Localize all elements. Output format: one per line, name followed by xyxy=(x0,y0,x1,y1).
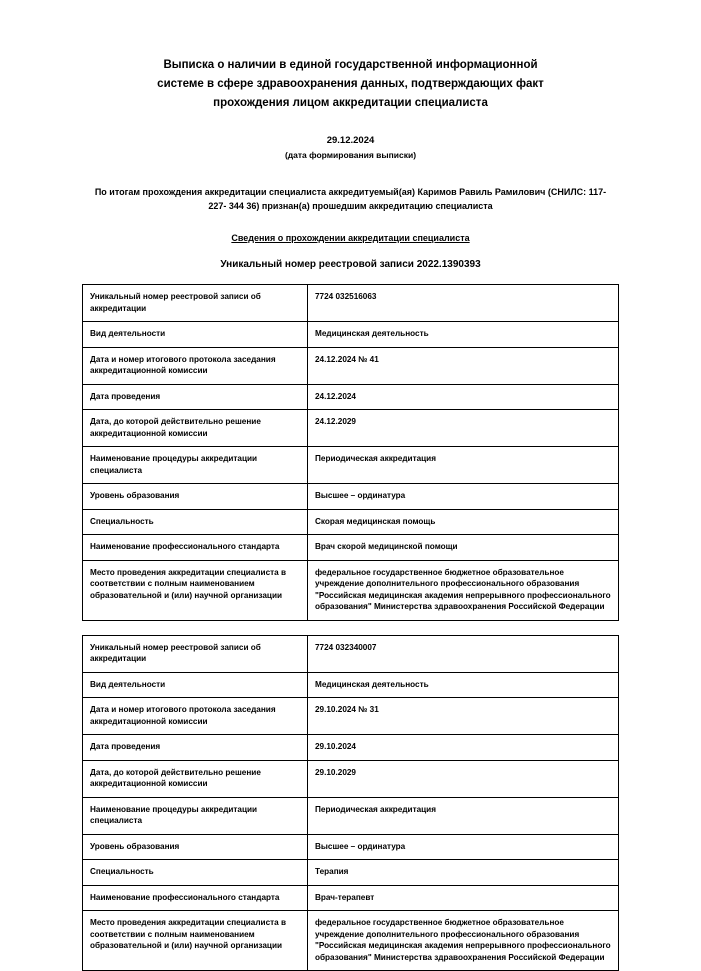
accreditation-record-table-2 xyxy=(82,635,619,971)
table-row xyxy=(83,322,619,348)
document-title-line-1: Выписка о наличии в единой государственной информационной xyxy=(131,56,571,75)
table-row xyxy=(83,834,619,860)
table-row xyxy=(83,384,619,410)
value-valid-until: 24.12.2029 xyxy=(308,410,619,447)
document-title xyxy=(131,56,571,113)
value-unique-number: 7724 032516063 xyxy=(308,285,619,322)
label-valid-until: Дата, до которой действительно решение аккредитационной комиссии xyxy=(83,760,308,797)
label-prof-standard: Наименование профессионального стандарта xyxy=(83,535,308,561)
value-education-level: Высшее – ординатура xyxy=(308,834,619,860)
label-place: Место проведения аккредитации специалиста в соответствии с полным наименованием образовательной и (или) научной организации xyxy=(83,911,308,971)
table-row xyxy=(83,735,619,761)
value-place: федеральное государственное бюджетное образовательное учреждение дополнительного профессионального образования "Российская медицинская академия непрерывного профессионального образования" Министерства здравоохранения Российской Федерации xyxy=(308,911,619,971)
value-specialty: Терапия xyxy=(308,860,619,886)
table-row xyxy=(83,285,619,322)
value-protocol: 24.12.2024 № 41 xyxy=(308,347,619,384)
label-education-level: Уровень образования xyxy=(83,834,308,860)
table-row xyxy=(83,560,619,620)
table-row xyxy=(83,698,619,735)
section-heading: Сведения о прохождении аккредитации специалиста xyxy=(82,233,619,243)
label-valid-until: Дата, до которой действительно решение аккредитационной комиссии xyxy=(83,410,308,447)
formation-date-block xyxy=(82,133,619,163)
value-specialty: Скорая медицинская помощь xyxy=(308,509,619,535)
table-row xyxy=(83,797,619,834)
value-education-level: Высшее – ординатура xyxy=(308,484,619,510)
intro-line-1: По итогам прохождения аккредитации специалиста аккредитуемый(ая) Каримов Равиль Рамилович (СНИЛС: 117-227- xyxy=(95,187,606,211)
formation-date-caption: (дата формирования выписки) xyxy=(82,148,619,163)
value-valid-until: 29.10.2029 xyxy=(308,760,619,797)
label-date-held: Дата проведения xyxy=(83,735,308,761)
accreditation-record-table-1 xyxy=(82,284,619,621)
table-row xyxy=(83,484,619,510)
table-row xyxy=(83,347,619,384)
value-activity-type: Медицинская деятельность xyxy=(308,672,619,698)
value-activity-type: Медицинская деятельность xyxy=(308,322,619,348)
label-activity-type: Вид деятельности xyxy=(83,672,308,698)
value-place: федеральное государственное бюджетное образовательное учреждение дополнительного профессионального образования "Российская медицинская академия непрерывного профессионального образования" Министерства здравоохранения Российской Федерации xyxy=(308,560,619,620)
value-procedure-name: Периодическая аккредитация xyxy=(308,447,619,484)
value-prof-standard: Врач скорой медицинской помощи xyxy=(308,535,619,561)
registry-record-number: Уникальный номер реестровой записи 2022.1390393 xyxy=(82,259,619,270)
value-date-held: 24.12.2024 xyxy=(308,384,619,410)
document-title-line-3: прохождения лицом аккредитации специалиста xyxy=(131,94,571,113)
intro-paragraph xyxy=(82,185,619,213)
document-title-line-2: системе в сфере здравоохранения данных, подтверждающих факт xyxy=(131,75,571,94)
table-row xyxy=(83,509,619,535)
intro-line-2: 344 36) признан(а) прошедшим аккредитацию специалиста xyxy=(229,201,493,211)
label-date-held: Дата проведения xyxy=(83,384,308,410)
value-procedure-name: Периодическая аккредитация xyxy=(308,797,619,834)
label-procedure-name: Наименование процедуры аккредитации специалиста xyxy=(83,447,308,484)
label-protocol: Дата и номер итогового протокола заседания аккредитационной комиссии xyxy=(83,698,308,735)
label-activity-type: Вид деятельности xyxy=(83,322,308,348)
label-unique-number: Уникальный номер реестровой записи об аккредитации xyxy=(83,285,308,322)
table-row xyxy=(83,672,619,698)
table-row xyxy=(83,635,619,672)
label-protocol: Дата и номер итогового протокола заседания аккредитационной комиссии xyxy=(83,347,308,384)
label-specialty: Специальность xyxy=(83,509,308,535)
label-specialty: Специальность xyxy=(83,860,308,886)
label-unique-number: Уникальный номер реестровой записи об аккредитации xyxy=(83,635,308,672)
formation-date-value: 29.12.2024 xyxy=(82,133,619,148)
value-date-held: 29.10.2024 xyxy=(308,735,619,761)
table-row xyxy=(83,535,619,561)
table-row xyxy=(83,760,619,797)
label-procedure-name: Наименование процедуры аккредитации специалиста xyxy=(83,797,308,834)
value-protocol: 29.10.2024 № 31 xyxy=(308,698,619,735)
label-place: Место проведения аккредитации специалиста в соответствии с полным наименованием образовательной и (или) научной организации xyxy=(83,560,308,620)
value-unique-number: 7724 032340007 xyxy=(308,635,619,672)
label-prof-standard: Наименование профессионального стандарта xyxy=(83,885,308,911)
table-row xyxy=(83,410,619,447)
value-prof-standard: Врач-терапевт xyxy=(308,885,619,911)
table-row xyxy=(83,885,619,911)
table-row xyxy=(83,860,619,886)
table-row xyxy=(83,911,619,971)
label-education-level: Уровень образования xyxy=(83,484,308,510)
table-row xyxy=(83,447,619,484)
